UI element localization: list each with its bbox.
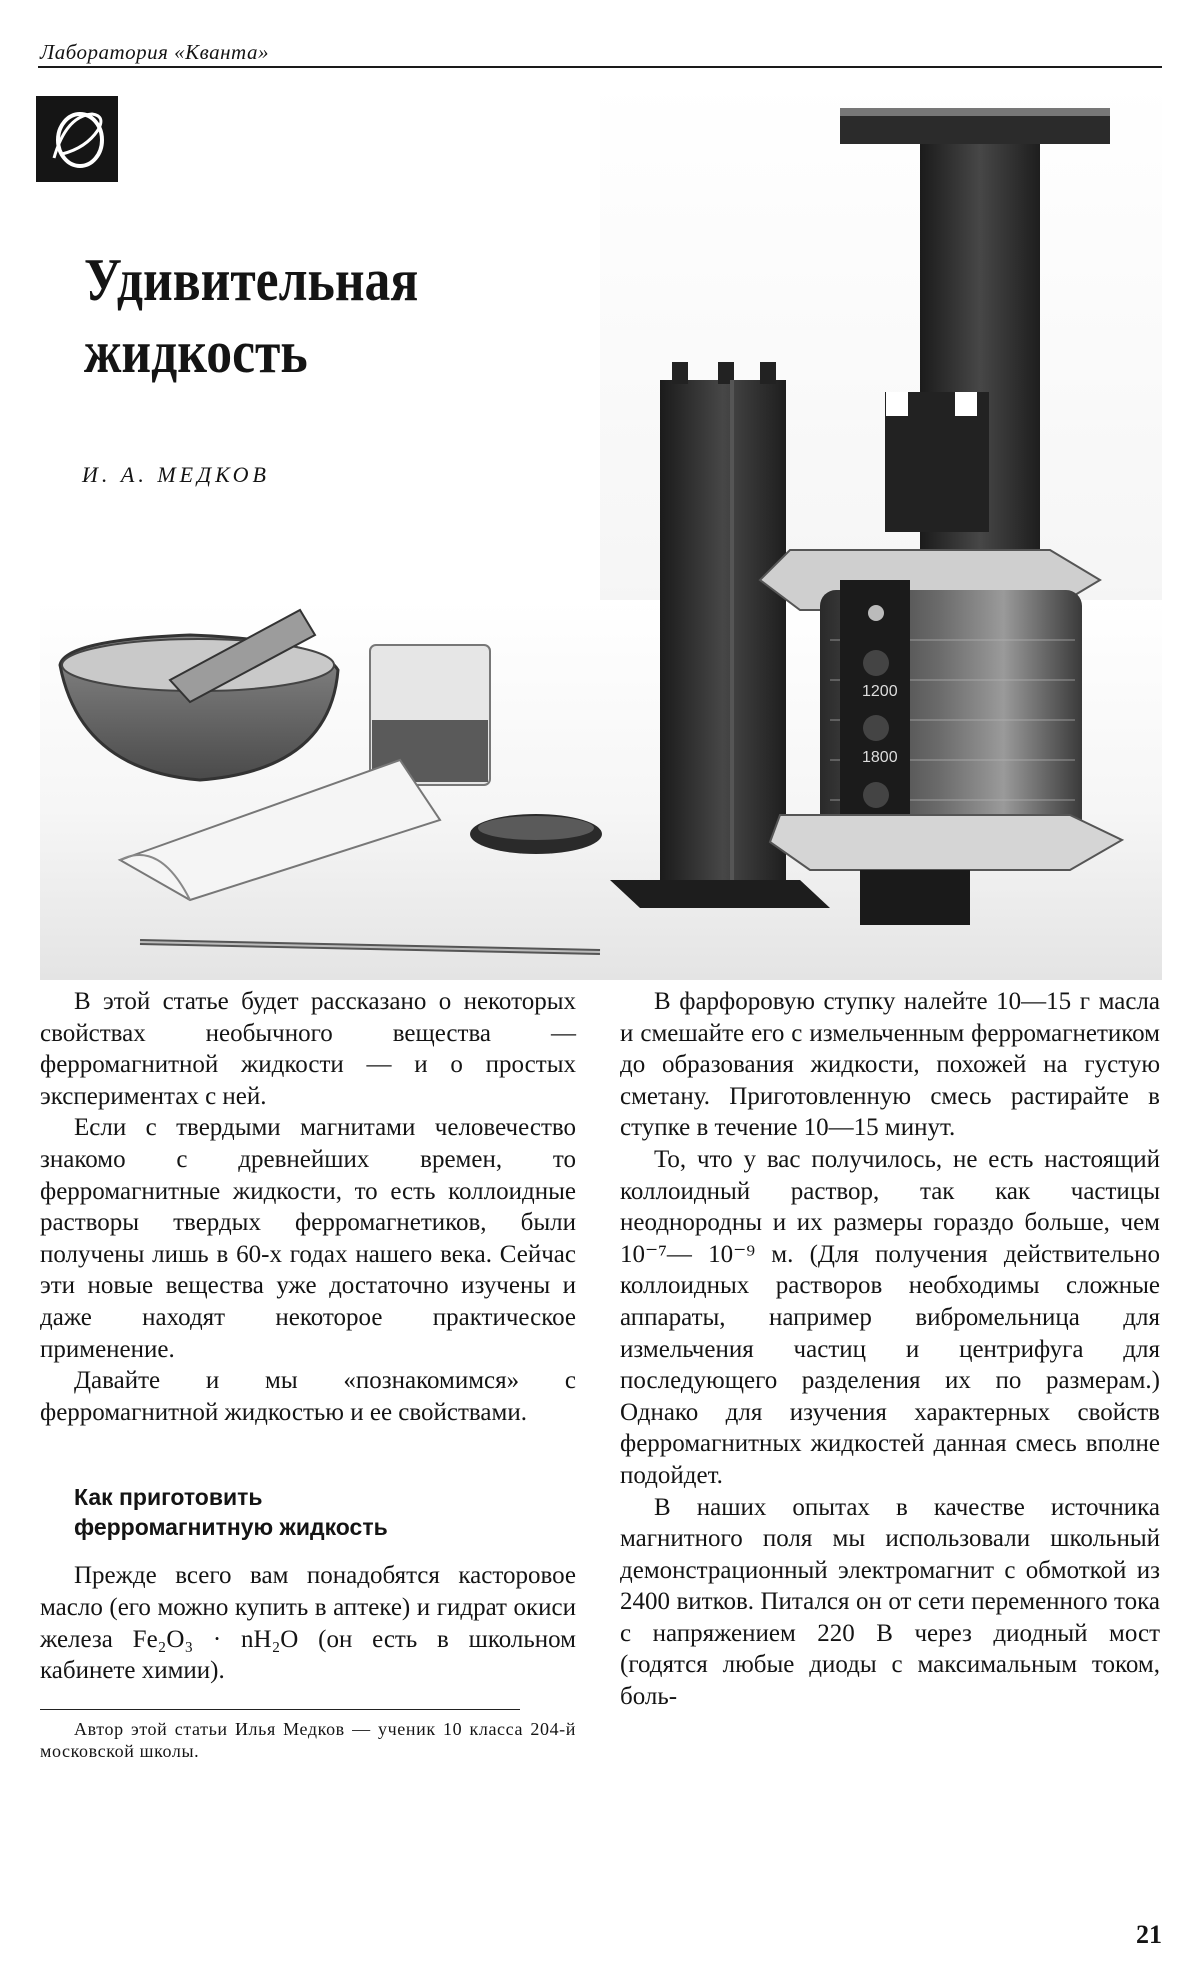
paragraph: В фарфоровую ступку налейте 10—15 г масла и смешайте его с измельченным ферромагнетиком до образования жидкости, похожей на густую сметану. Приготовленную смесь растирайте в ступке в течение 10—15 минут.: [620, 988, 1160, 1142]
recipe-paragraph: [40, 1560, 576, 1686]
article-photo: [40, 80, 1162, 980]
recipe-text-before: Прежде всего вам понадобятся касторовое масло (его можно купить в аптеке) и гидрат окиси железа: [40, 1562, 576, 1653]
coil-label-1800: 1800: [862, 749, 898, 766]
kvant-logo-icon: [36, 96, 118, 182]
title-line-1: Удивительная: [84, 247, 419, 313]
footnote-separator: [40, 1709, 520, 1710]
paragraph: В наших опытах в качестве источника магнитного поля мы использовали школьный демонстрационный электромагнит с обмоткой из 2400 витков. Питался он от сети переменного тока с напряжением 220 В через диодный мост (годятся любые диоды с максимальным током, боль-: [620, 1493, 1160, 1711]
paragraph: Если с твердыми магнитами человечество знакомо с древнейших времен, то ферромагнитные жидкости, то есть коллоидные растворы твердых ферромагнетиков, были получены лишь в 60-х годах нашего века. Сейчас эти новые вещества уже достаточно изучены и даже находят некоторое практическое применение.: [40, 1114, 576, 1363]
author-footnote: Автор этой статьи Илья Медков — ученик 10 класса 204-й московской школы.: [40, 1718, 576, 1761]
section-logo: [36, 96, 118, 182]
paragraph: Давайте и мы «познакомимся» с ферромагнитной жидкостью и ее свойствами.: [40, 1367, 576, 1426]
chemical-formula: Fe₂O₃ · nH₂O: [132, 1625, 299, 1653]
photo-illustration: [40, 80, 1162, 980]
header-rule: [38, 66, 1162, 68]
article-title: [84, 244, 418, 388]
paragraph: То, что у вас получилось, не есть настоящий коллоидный раствор, так как частицы неоднородны и их размеры гораздо больше, чем 10⁻⁷— 10⁻⁹ м. (Для получения действительно коллоидных растворов необходимы сложные аппараты, например вибромельница для измельчения частиц и центрифуга для последующего разделения их по размерам.) Однако для изучения характерных свойств ферромагнитных жидкостей данная смесь вполне подойдет.: [620, 1145, 1160, 1489]
section-header: Лаборатория «Кванта»: [40, 40, 269, 64]
paragraph: В этой статье будет рассказано о некоторых свойствах необычного вещества — ферромагнитной жидкости — и о простых экспериментах с ней.: [40, 988, 576, 1110]
left-column: [40, 986, 576, 1762]
page-number: 21: [1136, 1920, 1162, 1949]
coil-label-1200: 1200: [862, 683, 898, 700]
right-column: [620, 986, 1160, 1713]
left-core: [660, 380, 786, 900]
subheading-line-2: ферромагнитную жидкость: [74, 1514, 388, 1541]
subheading-line-1: Как приготовить: [74, 1484, 263, 1511]
recipe-text-after: (он есть в школьном кабинете химии).: [40, 1625, 576, 1685]
title-line-2: жидкость: [84, 319, 308, 385]
article-author: И. А. МЕДКОВ: [82, 462, 270, 487]
section-subheading: [40, 1482, 576, 1542]
